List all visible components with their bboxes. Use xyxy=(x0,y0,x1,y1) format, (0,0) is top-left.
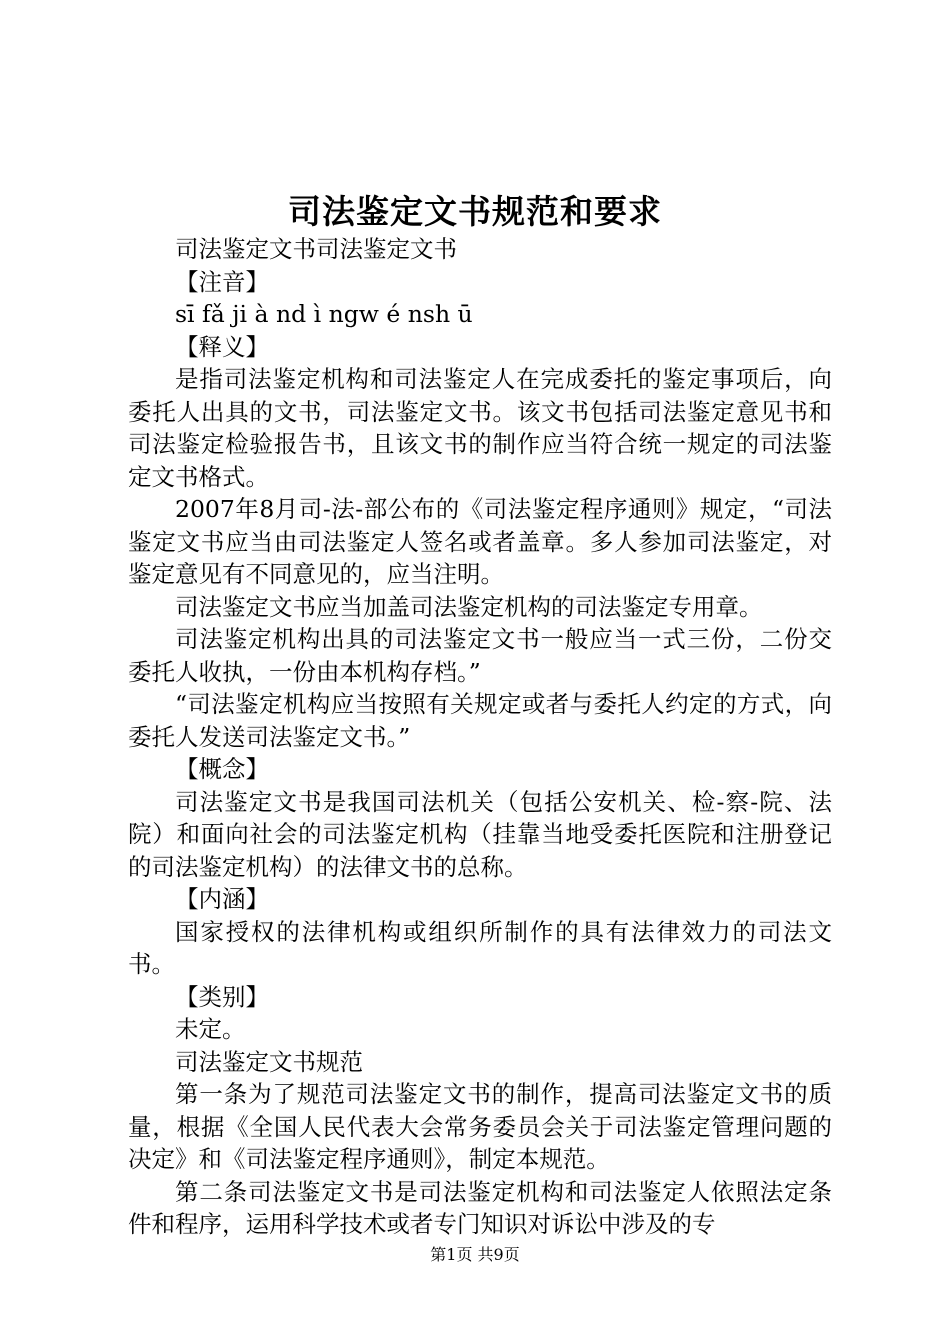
section-label-category: 【类别】 xyxy=(175,982,269,1011)
section-label-definition: 【释义】 xyxy=(175,332,269,361)
paragraph: 未定。 xyxy=(175,1015,246,1043)
paragraph: 是指司法鉴定机构和司法鉴定人在完成委托的鉴定事项后，向委托人出具的文书，司法鉴定文书。该文书包括司法鉴定意见书和司法鉴定检验报告书，且该文书的制作应当符合统一规定的司法鉴定文书格式。 xyxy=(128,365,832,491)
paragraph-heading-line: 司法鉴定文书司法鉴定文书 xyxy=(175,235,457,263)
paragraph: 2007年8月司-法-部公布的《司法鉴定程序通则》规定，“司法鉴定文书应当由司法鉴定人签名或者盖章。多人参加司法鉴定，对鉴定意见有不同意见的，应当注明。 xyxy=(128,495,832,588)
paragraph: 司法鉴定文书是我国司法机关（包括公安机关、检-察-院、法院）和面向社会的司法鉴定机构（挂靠当地受委托医院和注册登记的司法鉴定机构）的法律文书的总称。 xyxy=(128,787,832,881)
paragraph: 第一条为了规范司法鉴定文书的制作，提高司法鉴定文书的质量，根据《全国人民代表大会常务委员会关于司法鉴定管理问题的决定》和《司法鉴定程序通则》，制定本规范。 xyxy=(128,1080,832,1173)
section-label-connotation: 【内涵】 xyxy=(175,885,269,913)
pinyin-line: sī fǎ ji à nd ì ngw é nsh ū xyxy=(175,300,473,328)
paragraph: “司法鉴定机构应当按照有关规定或者与委托人约定的方式，向委托人发送司法鉴定文书。” xyxy=(128,690,832,751)
subheading: 司法鉴定文书规范 xyxy=(175,1047,363,1076)
paragraph: 第二条司法鉴定文书是司法鉴定机构和司法鉴定人依照法定条件和程序，运用科学技术或者专门知识对诉讼中涉及的专 xyxy=(128,1177,832,1238)
document-title: 司法鉴定文书规范和要求 xyxy=(288,192,662,231)
section-label-pronunciation: 【注音】 xyxy=(175,267,269,296)
paragraph: 国家授权的法律机构或组织所制作的具有法律效力的司法文书。 xyxy=(128,917,832,978)
paragraph: 司法鉴定文书应当加盖司法鉴定机构的司法鉴定专用章。 xyxy=(175,592,763,621)
section-label-concept: 【概念】 xyxy=(175,755,269,783)
paragraph: 司法鉴定机构出具的司法鉴定文书一般应当一式三份，二份交委托人收执，一份由本机构存档。” xyxy=(128,625,832,686)
document-body xyxy=(128,233,832,1241)
page-footer: 第1页 共9页 xyxy=(430,1245,520,1264)
